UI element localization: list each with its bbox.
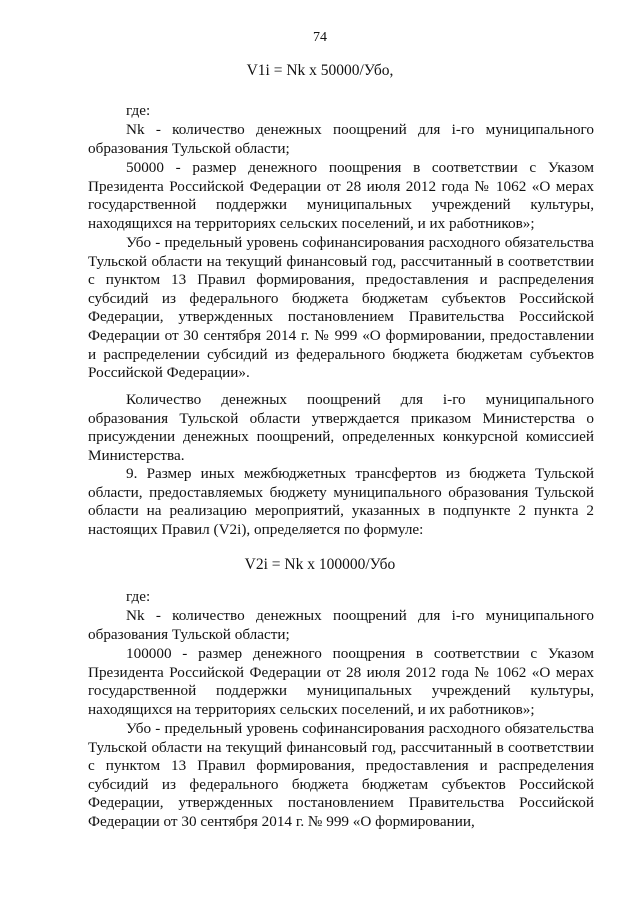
paragraph-item-9: 9. Размер иных межбюджетных трансфертов из бюджета Тульской области, предоставляемых бюджету муниципального образования Тульской области на реализацию мероприятий, указанных в подпункте 2 пункта 2 настоящих Правил (V2i), определяется по формуле: bbox=[88, 465, 594, 538]
definition-nk: Nk - количество денежных поощрений для i-го муниципального образования Тульской области; bbox=[88, 121, 594, 157]
where-label: где: bbox=[126, 102, 151, 119]
definition-ubo: Убо - предельный уровень софинансирования расходного обязательства Тульской области на текущий финансовый год, рассчитанный в соответствии с пунктом 13 Правил формирования, предоставления и распределения субсидий из федерального бюджета бюджетам субъектов Российской Федерации, утвержденных постановлением Правительства Российской Федерации от 30 сентября 2014 г. № 999 «О формировании, предоставлении и распределении субсидий из федерального бюджета бюджетам субъектов Российской Федерации». bbox=[88, 234, 594, 382]
definition-amount-100000: 100000 - размер денежного поощрения в соответствии с Указом Президента Российской Федерации от 28 июля 2012 года № 1062 «О мерах государственной поддержки муниципальных учреждений культуры, находящихся на территориях сельских поселений, и их работников»; bbox=[88, 645, 594, 718]
formula-v2i: V2i = Nk x 100000/Убо bbox=[244, 556, 396, 573]
definition-ubo-2: Убо - предельный уровень софинансирования расходного обязательства Тульской области на текущий финансовый год, рассчитанный в соответствии с пунктом 13 Правил формирования, предоставления и распределения субсидий из федерального бюджета бюджетам субъектов Российской Федерации, утвержденных постановлением Правительства Российской Федерации от 30 сентября 2014 г. № 999 «О формировании, bbox=[88, 720, 594, 830]
page-number: 74 bbox=[313, 30, 327, 45]
definition-nk-2: Nk - количество денежных поощрений для i-го муниципального образования Тульской области; bbox=[88, 607, 594, 643]
formula-v1i: V1i = Nk x 50000/Убо, bbox=[246, 62, 394, 79]
where-label-2: где: bbox=[126, 588, 151, 605]
paragraph-award-count: Количество денежных поощрений для i-го муниципального образования Тульской области утверждается приказом Министерства о присуждении денежных поощрений, определенных конкурсной комиссией Министерства. bbox=[88, 391, 594, 464]
definition-amount-50000: 50000 - размер денежного поощрения в соответствии с Указом Президента Российской Федерации от 28 июля 2012 года № 1062 «О мерах государственной поддержки муниципальных учреждений культуры, находящихся на территориях сельских поселений, и их работников»; bbox=[88, 159, 594, 232]
